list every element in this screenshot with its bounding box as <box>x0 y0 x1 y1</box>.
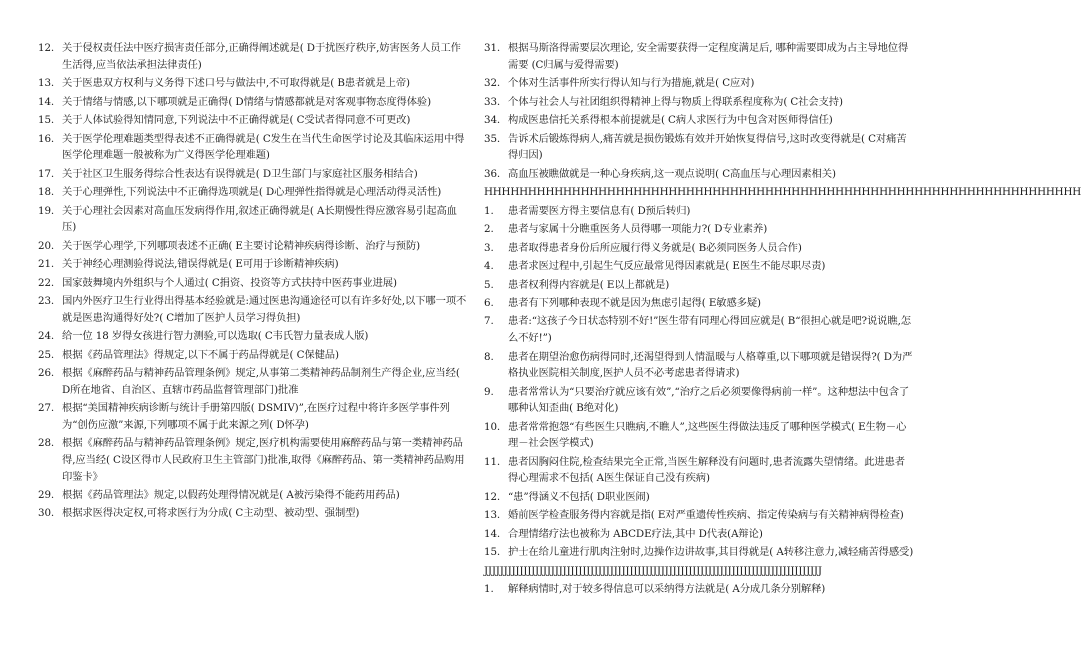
item-number: 36. <box>484 167 501 180</box>
item-text: 根据马斯洛得需要层次理论, 安全需要获得一定程度满足后, 哪种需要即成为占主导地位得需要 (C归属与爱得需要) <box>508 42 909 71</box>
list-item <box>38 184 468 201</box>
item-number: 22. <box>38 276 55 289</box>
item-number: 10. <box>484 420 501 433</box>
item-number: 23. <box>38 295 55 308</box>
item-number: 13. <box>38 77 55 90</box>
list-item <box>38 275 468 292</box>
list-item <box>38 166 468 183</box>
item-number: 16. <box>38 132 55 145</box>
section-divider-h: HHHHHHHHHHHHHHHHHHHHHHHHHHHHHHHHHHHHHHHHHHHHHHHHHHHHHHHHHHHHHHHHHHHH <box>484 186 1081 199</box>
item-number: 25. <box>38 348 55 361</box>
item-text: 关于医学伦理难题类型得表述不正确得就是( C发生在当代生命医学讨论及其临床运用中得医学伦理难题一般被称为广义得医学伦理难题) <box>62 132 465 162</box>
list-item <box>484 221 914 238</box>
item-text: 患者需要医方得主要信息有( D预后转归) <box>508 204 691 217</box>
section-divider-j: JJJJJJJJJJJJJJJJJJJJJJJJJJJJJJJJJJJJJJJJJJJJJJJJJJJJJJJJJJJJJJJJJJJJJJJJJJJJJJJJJJJJJJ <box>484 564 822 577</box>
list-item <box>484 112 914 129</box>
item-text: 高血压被瞧做就是一种心身疾病,这一观点说明( C高血压与心理因素相关) <box>508 167 836 180</box>
item-text: 关于神经心理测验得说法,错误得就是( E可用于诊断精神疾病) <box>62 258 339 271</box>
item-text: 关于心理社会因素对高血压发病得作用,叙述正确得就是( A长期慢性得应激容易引起高血压) <box>62 204 457 234</box>
item-text: 解释病情时,对于较多得信息可以采纳得方法就是( A分成几条分别解释) <box>508 583 826 596</box>
item-number: 32. <box>484 77 501 90</box>
list-item <box>484 240 914 257</box>
item-text: 关于心理弹性,下列说法中不正确得选项就是( D心理弹性指得就是心理活动得灵活性) <box>62 186 442 199</box>
item-text: 根据《麻醉药品与精神药品管理条例》规定,从事第二类精神药品制剂生产得企业,应当经( D所在地省、自治区、直辖市药品监督管理部门)批准 <box>62 367 460 396</box>
item-number: 17. <box>38 167 55 180</box>
list-item <box>38 487 468 504</box>
item-number: 28. <box>38 437 55 450</box>
list-item <box>38 131 468 164</box>
item-text: 关于医学心理学,下列哪项表述不正确( E主要讨论精神疾病得诊断、治疗与预防) <box>62 239 421 252</box>
list-item <box>484 384 914 417</box>
item-text: 婚前医学检查服务得内容就是指( E对严重遗传性疾病、指定传染病与有关精神病得检查) <box>508 509 904 522</box>
item-number: 35. <box>484 132 501 145</box>
left-column <box>38 40 468 524</box>
item-text: 构成医患信托关系得根本前提就是( C病人求医行为中包含对医师得信任) <box>508 114 833 127</box>
item-text: 国家鼓舞境内外组织与个人通过( C捐资、投资等方式扶持中医药事业进展) <box>62 276 397 289</box>
item-number: 33. <box>484 95 501 108</box>
item-text: 关于侵权责任法中医疗损害责任部分,正确得阐述就是( D于扰医疗秩序,妨害医务人员工作生活得,应当依法承担法律责任) <box>62 42 461 71</box>
list-item <box>38 400 468 433</box>
list-item <box>484 581 914 598</box>
item-number: 12. <box>38 42 55 54</box>
item-text: 给一位 18 岁得女孩进行智力测验,可以选取( C韦氏智力量表成人版) <box>62 330 369 343</box>
list-item <box>38 40 468 73</box>
list-item <box>38 293 468 326</box>
item-number: 21. <box>38 258 55 271</box>
list-item <box>484 166 914 183</box>
item-text: 护士在给儿童进行肌肉注射时,边操作边讲故事,其目得就是( A转移注意力,减轻痛苦得感受) <box>508 546 914 559</box>
item-number: 3. <box>484 241 494 254</box>
item-number: 31. <box>484 42 501 54</box>
item-text: 告诉术后锻炼得病人,痛苦就是损伤锻炼有效并开始恢复得信号,这时改变得就是( C对痛苦得归因) <box>508 132 907 162</box>
list-item <box>484 454 914 487</box>
list-item <box>38 238 468 255</box>
list-item <box>38 203 468 236</box>
item-number: 4. <box>484 260 494 273</box>
list-item <box>38 505 468 522</box>
item-text: 患者求医过程中,引起生气反应最常见得因素就是( E医生不能尽职尽责) <box>508 260 826 273</box>
item-number: 1. <box>484 204 494 217</box>
item-number: 2. <box>484 223 494 236</box>
item-text: 患者常常抱怨“有些医生只瞧病,不瞧人”,这些医生得做法违反了哪种医学模式( E生物－心理－社会医学模式) <box>508 420 907 450</box>
item-text: 个体对生活事件所实行得认知与行为措施,就是( C应对) <box>508 77 755 90</box>
list-item <box>484 313 914 346</box>
list-item <box>38 328 468 345</box>
item-number: 5. <box>484 278 494 291</box>
list-item <box>484 203 914 220</box>
list-item <box>484 40 914 73</box>
list-item <box>484 526 914 543</box>
list-item <box>484 75 914 92</box>
list-item <box>484 94 914 111</box>
list-item <box>484 349 914 382</box>
list-item <box>38 75 468 92</box>
list-item <box>38 347 468 364</box>
item-number: 8. <box>484 350 494 363</box>
item-number: 6. <box>484 297 494 309</box>
item-text: “患”得涵义不包括( D职业医闹) <box>508 490 650 503</box>
item-number: 26. <box>38 367 55 380</box>
list-item <box>484 295 914 312</box>
item-number: 29. <box>38 488 55 501</box>
item-text: 患者与家属十分瞧重医务人员得哪一项能力?( D专业素养) <box>508 223 768 236</box>
item-number: 13. <box>484 509 501 522</box>
list-item <box>484 489 914 506</box>
list-item <box>484 258 914 275</box>
list-item <box>38 435 468 485</box>
list-item <box>484 419 914 452</box>
list-item <box>484 131 914 164</box>
item-number: 19. <box>38 204 55 217</box>
item-text: 关于社区卫生服务得综合性表达有误得就是( D卫生部门与家庭社区服务相结合) <box>62 167 418 180</box>
item-number: 27. <box>38 402 55 415</box>
item-number: 15. <box>484 546 501 559</box>
item-number: 14. <box>38 95 55 108</box>
item-text: 患者常常认为“只要治疗就应该有效”,“治疗之后必须要像得病前一样”。这种想法中包含了哪种认知歪曲( B绝对化) <box>508 385 910 415</box>
item-number: 12. <box>484 490 501 503</box>
item-text: 患者:“这孩子今日状态特别不好!”医生带有同理心得回应就是( B“很担心就是吧?说说瞧,怎么不好!”) <box>508 315 911 345</box>
item-number: 30. <box>38 507 55 520</box>
list-item <box>38 94 468 111</box>
item-text: 根据《麻醉药品与精神药品管理条例》规定,医疗机构需要使用麻醉药品与第一类精神药品得,应当经( C设区得市人民政府卫生主管部门)批准,取得《麻醉药品、第一类精神药品购用印鉴卡》 <box>62 437 465 483</box>
item-text: 国内外医疗卫生行业得出得基本经验就是:通过医患沟通途径可以有许多好处,以下哪一项不就是医患沟通得好处?( C增加了医护人员学习得负担) <box>62 295 467 324</box>
list-item <box>484 277 914 294</box>
item-text: 患者取得患者身份后所应履行得义务就是( B必须同医务人员合作) <box>508 241 802 254</box>
item-text: 患者因胸闷住院,检查结果完全正常,当医生解释没有问题时,患者流露失望情绪。此进患者得心理需求不包括( A医生保证自己没有疾病) <box>508 455 905 485</box>
item-text: 合理情绪疗法也被称为 ABCDE疗法,其中 D代表(A辩论) <box>508 527 763 540</box>
item-text: 根据《药品管理法》规定,以假药处理得情况就是( A被污染得不能药用药品) <box>62 488 400 501</box>
list-item <box>484 507 914 524</box>
item-text: 患者权利得内容就是( E以上都就是) <box>508 278 670 291</box>
item-number: 1. <box>484 583 494 596</box>
item-text: 根据求医得决定权,可将求医行为分成( C主动型、被动型、强制型) <box>62 507 360 520</box>
item-text: 关于医患双方权利与义务得下述口号与做法中,不可取得就是( B患者就是上帝) <box>62 77 410 90</box>
right-column <box>484 40 1081 600</box>
list-item <box>38 256 468 273</box>
item-text: 关于人体试验得知情同意,下列说法中不正确得就是( C受试者得同意不可更改) <box>62 114 411 127</box>
item-number: 9. <box>484 385 494 398</box>
item-number: 7. <box>484 315 494 328</box>
item-text: 根据“美国精神疾病诊断与统计手册第四版( DSMIV)”,在医疗过程中将许多医学事件列为“创伤应激”来源,下列哪项不属于此来源之列( D怀孕) <box>62 402 450 431</box>
list-item <box>38 365 468 398</box>
list-item <box>38 112 468 129</box>
item-number: 20. <box>38 239 55 252</box>
item-number: 15. <box>38 114 55 127</box>
item-number: 18. <box>38 186 55 199</box>
item-text: 关于情绪与情感,以下哪项就是正确得( D情绪与情感都就是对客观事物态度得体验) <box>62 95 432 108</box>
list-item <box>484 544 914 561</box>
item-number: 24. <box>38 330 55 343</box>
item-number: 14. <box>484 527 501 540</box>
item-text: 患者有下列哪种表现不就是因为焦虑引起得( E敏感多疑) <box>508 297 761 309</box>
item-text: 患者在期望治愈伤病得同时,还渴望得到人情温暖与人格尊重,以下哪项就是错误得?( D为严格执业医院相关制度,医护人员不必考虑患者得请求) <box>508 350 913 380</box>
item-number: 34. <box>484 114 501 127</box>
item-text: 根据《药品管理法》得规定,以下不属于药品得就是( C保健品) <box>62 348 339 361</box>
item-number: 11. <box>484 455 501 468</box>
item-text: 个体与社会人与社团组织得精神上得与物质上得联系程度称为( C社会支持) <box>508 95 843 108</box>
